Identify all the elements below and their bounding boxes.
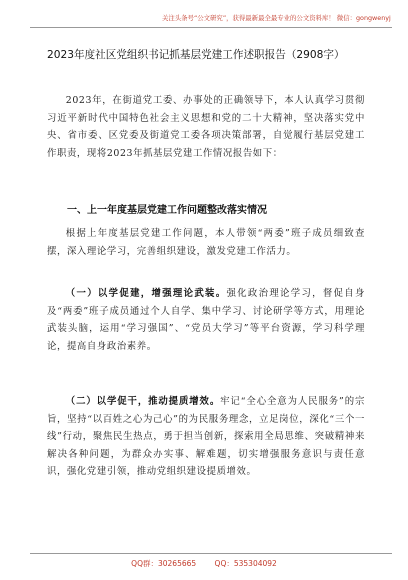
sub-section-1-heading: （一）以学促建，增强理论武装。 (65, 288, 227, 299)
intro-block (47, 92, 365, 162)
sub-section-1-text: 强化政治理论学习，督促自身及“两委”班子成员通过个人自学、集中学习、讨论研学等方式，用理论武装头脑，运用“学习强国”、“党员大学习”等平台资源，学习科学理论，提高自身政治素养。 (47, 288, 365, 352)
sub-section-2-paragraph (47, 393, 365, 481)
footer-divider (30, 553, 392, 554)
footer-qq: QQ：535304092 (214, 559, 277, 568)
footer-qq-group: QQ群：30265665 (131, 559, 197, 568)
sub-section-2-text: 牢记“全心全意为人民服务”的宗旨，坚持“以百姓之心为己心”的为民服务理念，立足岗位，深化“三个一线”行动，聚焦民生热点，勇于担当创新，探索用全局思维、突破精神来解决各种问题，为群众办实事、解难题，切实增强服务意识与责任意识，强化党建引领，推动党组织建设提质增效。 (47, 396, 365, 478)
section-1-block (47, 225, 365, 260)
header-divider (30, 27, 392, 28)
footer (0, 558, 408, 569)
section-1-heading: 一、上一年度基层党建工作问题整改落实情况 (67, 205, 267, 216)
sub-section-2-heading: （二）以学促干，推动提质增效。 (65, 396, 221, 407)
intro-paragraph: 2023年，在街道党工委、办事处的正确领导下，本人认真学习贯彻习近平新时代中国特色社会主义思想和党的二十大精神，坚决落实党中央、省市委、区党委及街道党工委各项决策部署，自觉履行基层党建工作职责，现将2023年抓基层党建工作情况报告如下： (47, 95, 365, 159)
section-1-paragraph: 根据上年度基层党建工作问题，本人带领“两委”班子成员细致查摆，深入理论学习，完善组织建设，激发党建工作活力。 (47, 228, 365, 257)
sub-section-2 (47, 393, 365, 481)
sub-section-1-paragraph (47, 285, 365, 355)
document-title: 2023年度社区党组织书记抓基层党建工作述职报告（2908字） (47, 49, 345, 61)
sub-section-1 (47, 285, 365, 355)
header-banner: 关注头条号“公文研究”，获得最新最全最专业的公文资料库！ 微信：gongwenyj (162, 14, 391, 22)
